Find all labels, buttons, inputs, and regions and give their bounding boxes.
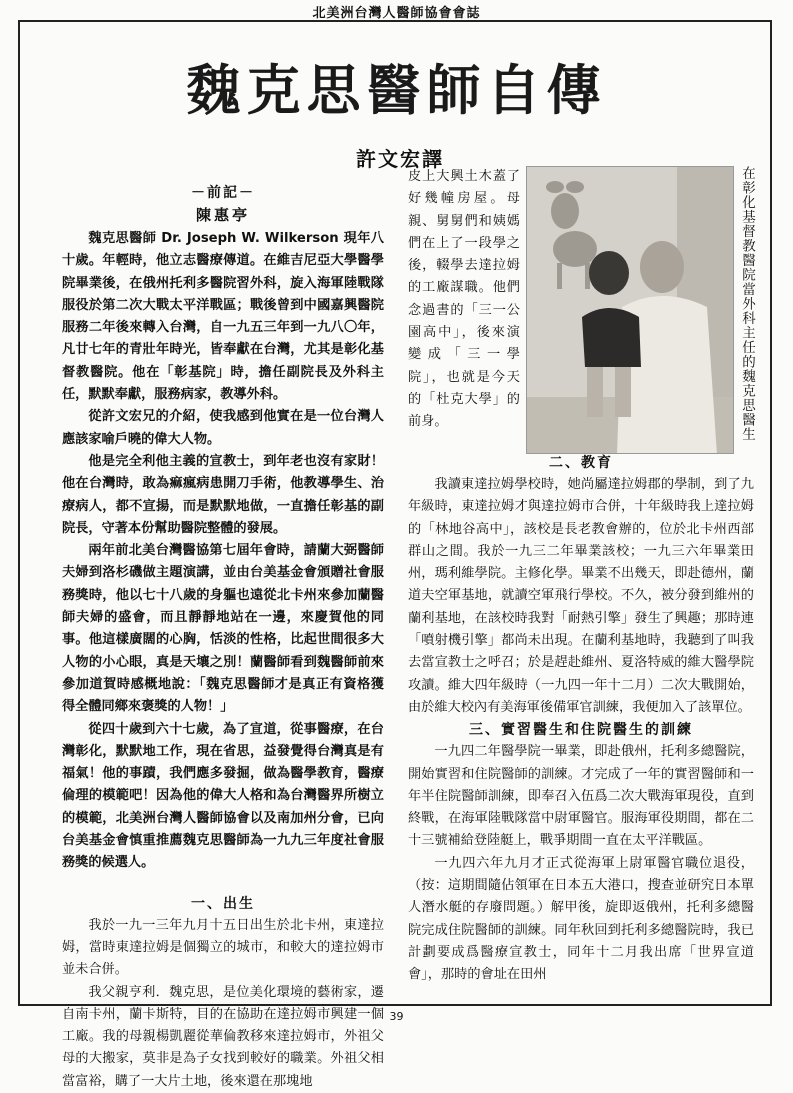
foreword-paragraph: 從四十歲到六十七歲，為了宣道，從事醫療，在台灣彰化，默默地工作，現在省思，益發覺得台灣真是有福氣！他的事蹟，我們應多發掘，做為醫學教育，醫療倫理的模範吧！因為他的偉大人格和為台灣醫界所樹立的模範，北美洲台灣人醫師協會以及南加州分會，已向台美基金會慎重推薦魏克思醫師為一九九三年度社會服務獎的候選人。	[62, 721, 384, 871]
section-heading-training: 三、實習醫生和住院醫生的訓練	[469, 722, 693, 739]
page-number: 39	[389, 1010, 404, 1023]
translator-credit: 許文宏譯	[356, 147, 444, 171]
foreword-author: 陳惠亭	[195, 206, 250, 224]
right-column-top	[408, 166, 520, 434]
section-heading-birth: 一、出生	[191, 895, 255, 912]
body-paragraph: 一九四六年九月才正式從海軍上尉軍醫官職位退役，（按：這期間隨佔領軍在日本五大港口，搜查並研究日本單人潛水艇的存廢問題。）解甲後，旋即返俄州，托利多總醫院完成住院醫師的訓練。同年秋回到托利多總醫院時，我已計劃要成爲醫療宣教士，同年十二月我出席「世界宣道會」，那時的會址在田州	[408, 855, 754, 983]
foreword-paragraph: 從許文宏兄的介紹，使我感到他實在是一位台灣人應該家喻戶曉的偉大人物。	[62, 409, 384, 447]
body-paragraph: 我於一九一三年九月十五日出生於北卡州，東達拉姆，當時東達拉姆是個獨立的城市，和較大的達拉姆市並未合併。	[62, 917, 384, 978]
photo-caption: 在彰化基督教醫院當外科主任的魏克思醫生	[739, 166, 755, 442]
foreword-body	[62, 228, 384, 875]
body-paragraph: 我讀東達拉姆學校時，她尚屬達拉姆郡的學制，到了九年級時，東達拉姆才與達拉姆市合併，十年級時我上達拉姆的「林地谷高中」，該校是長老教會辦的，位於北卡州西部群山之間。我於一九三二年畢業該校；一九三六年畢業田州，瑪利維學院。主修化學。畢業不出幾天，即赴德州，蘭道夫空軍基地，就讀空軍飛行學校。不久，被分發到維州的蘭利基地，在該校時我對「耐熱引擎」發生了興趣；那時連「噴射機引擎」都尚未出現。在蘭利基地時，我聽到了叫我去當宣教士之呼召；於是趕赴維州、夏洛特威的維大醫學院攻讀。維大四年級時（一九四一年十二月）二次大戰開始，由於維大校內有美海軍後備軍官訓練，我便加入了該單位。	[408, 477, 754, 715]
body-paragraph: 一九四二年醫學院一畢業，即赴俄州，托利多總醫院，開始實習和住院醫師的訓練。才完成了一年的實習醫師和一年半住院醫師訓練，即奉召入伍爲二次大戰海軍現役，直到終戰，在海軍陸戰隊當中尉軍醫官。服海軍役期間，都在二十三號補給登陸艇上，戰爭期間一直在太平洋戰區。	[408, 744, 754, 849]
body-paragraph: 我父親亨利．魏克思，是位美化環境的藝術家，遷自南卡州，蘭卡斯特，目的在協助在達拉姆市興建一個工廠。我的母親楊凱麗從華倫教移來達拉姆市，外祖父母的大搬家，莫非是為子女找到較好的職業。外祖父相當富裕，購了一大片土地，後來還在那塊地	[62, 984, 384, 1089]
foreword-paragraph: 他是完全利他主義的宣教士，到年老也沒有家財！他在台灣時，敢為痲瘋病患開刀手術，他教導學生、治療病人，都不宣揚，而是默默地做，一直擔任彰基的副院長，守著本份幫助醫院整體的發展。	[62, 453, 384, 536]
portrait-photo	[526, 166, 734, 454]
right-column	[408, 452, 754, 987]
photo-illustration	[527, 167, 734, 454]
left-column	[62, 182, 384, 1093]
body-paragraph-continued: 皮上大興土木蓋了好幾幢房屋。母親、舅舅們和姨媽們在上了一段學之後，輟學去達拉姆的工廠謀職。他們念過書的「三一公園高中」，後來演變成「三一學院」，也就是今天的「杜克大學」的前身。	[408, 169, 520, 430]
section-heading-education: 二、教育	[549, 455, 613, 471]
foreword-heading: －前記－	[191, 185, 255, 201]
foreword-paragraph: 兩年前北美台灣醫協第七屆年會時，請蘭大弼醫師夫婦到洛杉磯做主題演講，並由台美基金會頒贈社會服務獎時，他以七十八歲的身軀也遠從北卡州來參加蘭醫師夫婦的盛會，而且靜靜地站在一邊，來慶賀他的同事。他這樣廣闊的心胸，恬淡的性格，比起世間很多大人物的小心眼，真是天壤之別！蘭醫師看到魏醫師前來參加道賀時感概地說：「魏克思醫師才是真正有資格獲得全體同鄉來褒獎的人物！」	[62, 543, 384, 715]
article-title: 魏克思醫師自傳	[186, 59, 607, 122]
journal-header: 北美洲台灣人醫師協會會誌	[312, 6, 481, 21]
foreword-paragraph: 魏克思醫師 Dr. Joseph W. Wilkerson 現年八十歲。年輕時，他立志醫療傳道。在維吉尼亞大學醫學院畢業後，在俄州托利多醫院習外科，旋入海軍陸戰隊服役於第二次大戰太平洋戰區；戰後曾到中國嘉興醫院服務二年後來轉入台灣，自一九五三年到一九八〇年，凡廿七年的青壯年時光，皆奉獻在台灣，尤其是彰化基督教醫院。他在「彰基院」時，擔任副院長及外科主任，默默奉獻，服務病家，教導外科。	[62, 231, 384, 403]
